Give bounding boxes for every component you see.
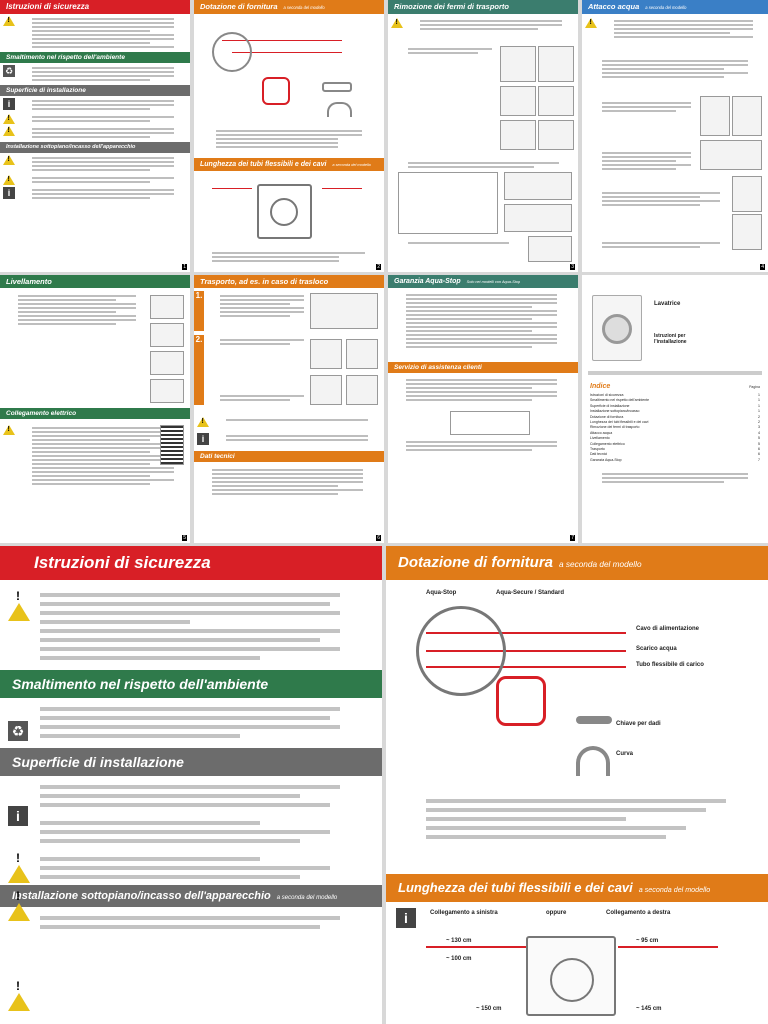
step-illustration — [538, 46, 574, 82]
warning-icon — [391, 18, 403, 28]
index-entry-page: 4 — [758, 430, 760, 435]
page-title: Trasporto, ad es. in caso di trasloco — [194, 275, 384, 288]
section-surface: Superficie di installazione — [0, 85, 190, 96]
index-entry-label: Rimozione dei fermi di trasporto — [590, 425, 640, 430]
info-icon: i — [396, 908, 416, 928]
step-illustration — [504, 204, 572, 232]
index-entry-label: Superficie di installazione — [590, 403, 630, 408]
page-title: Livellamento — [0, 275, 190, 288]
manual-page-5 — [0, 275, 190, 543]
leveling-illustration — [150, 379, 184, 403]
leveling-illustration — [150, 351, 184, 375]
index-entry-page: 5 — [758, 441, 760, 446]
warning-icon — [8, 848, 30, 883]
step-illustration — [538, 86, 574, 116]
manual-page-6 — [194, 275, 384, 543]
index-entry-page: 2 — [758, 420, 760, 425]
warning-icon — [3, 114, 15, 124]
index-entry-page: 6 — [758, 452, 760, 457]
washer-image — [592, 295, 642, 361]
label-cavo-alimentazione: Cavo di alimentazione — [636, 626, 700, 632]
transport-illustration — [346, 339, 378, 369]
zoom-title: Dotazione di fornitura a seconda del modello — [386, 546, 768, 580]
transport-illustration — [310, 375, 342, 405]
index-page-heading: Pagina — [749, 385, 760, 389]
transport-bolts-diagram — [398, 172, 498, 234]
leveling-illustration — [150, 295, 184, 319]
drain-illustration — [732, 214, 762, 250]
zoom-section-hoses: Lunghezza dei tubi flessibili e dei cavi a seconda del modello — [386, 874, 768, 902]
step-illustration — [538, 120, 574, 150]
cover-subtitle: Istruzioni per l'installazione — [654, 333, 687, 345]
zoom-section-install: Installazione sottopiano/incasso dell'apparecchio a seconda del modello — [0, 885, 382, 907]
page-title: Dotazione di fornitura a seconda del modello — [194, 0, 384, 14]
manual-page-7 — [388, 275, 578, 543]
tap-illustration — [732, 96, 762, 136]
index-entry-label: Livellamento — [590, 436, 610, 441]
recycle-icon: ♻ — [4, 65, 14, 76]
step-illustration — [500, 46, 536, 82]
section-install: Installazione sottopiano/incasso dell'apparecchio — [0, 142, 190, 153]
transport-illustration — [346, 375, 378, 405]
hose-length-diagram — [202, 176, 376, 246]
index-entry-label: Lunghezza dei tubi flessibili e dei cavi — [590, 420, 649, 425]
label-aqua-stop: Aqua-Stop — [426, 590, 457, 596]
index-entry-page: 2 — [758, 414, 760, 419]
leveling-illustration — [150, 323, 184, 347]
dimension-label: ~ 100 cm — [446, 956, 472, 962]
index-entry-label: Dotazione di fornitura — [590, 414, 624, 419]
label-left-connection: Collegamento a sinistra — [430, 910, 498, 916]
label-aqua-secure: Aqua-Secure / Standard — [496, 590, 565, 596]
index-entry-page: 3 — [758, 425, 760, 430]
dimension-label: ~ 145 cm — [636, 1006, 662, 1012]
wrench-icon — [576, 716, 612, 724]
rating-plate — [450, 411, 530, 435]
index-entry-label: Smaltimento nel rispetto dell'ambiente — [590, 398, 650, 403]
transport-illustration — [310, 339, 342, 369]
index-heading: Indice — [590, 383, 611, 390]
washer-diagram — [526, 936, 616, 1016]
manual-page-3 — [388, 0, 578, 272]
index-entry-label: Attacco acqua — [590, 430, 613, 435]
index-entry-page: 7 — [758, 457, 760, 462]
manual-page-1 — [0, 0, 190, 272]
dimension-label: ~ 95 cm — [636, 938, 659, 944]
label-scarico-acqua: Scarico acqua — [636, 646, 677, 652]
index-entry-page: 6 — [758, 447, 760, 452]
zoom-title: Istruzioni di sicurezza — [0, 546, 382, 580]
warning-icon — [8, 586, 30, 621]
index-entry-page: 1 — [758, 398, 760, 403]
manual-cover — [582, 275, 768, 543]
manual-page-4 — [582, 0, 768, 272]
page-number: 3 — [571, 264, 574, 270]
step-illustration — [500, 86, 536, 116]
warning-icon — [3, 175, 15, 185]
index-entry-page: 1 — [758, 393, 760, 397]
warning-icon — [3, 425, 15, 435]
zoom-section-surface: Superficie di installazione — [0, 748, 382, 776]
label-curva: Curva — [616, 751, 634, 757]
recycle-icon: ♻ — [8, 721, 28, 741]
section-electric: Collegamento elettrico — [0, 408, 190, 419]
info-icon: i — [3, 98, 15, 110]
hose-coil-illustration — [416, 606, 506, 696]
page-number: 1 — [183, 264, 186, 270]
plug-illustration — [160, 425, 184, 465]
page-number: 4 — [761, 264, 764, 270]
step-illustration — [504, 172, 572, 200]
page-title: Rimozione dei fermi di trasporto — [388, 0, 578, 14]
label-right-connection: Collegamento a destra — [606, 910, 671, 916]
warning-icon — [197, 417, 209, 427]
index-entry-page: 5 — [758, 436, 760, 441]
warning-icon — [8, 886, 30, 921]
zoom-page-supply — [386, 546, 768, 1024]
label-or: oppure — [546, 910, 567, 916]
zoom-section-env: Smaltimento nel rispetto dell'ambiente — [0, 670, 382, 698]
index-entry-page: 1 — [758, 409, 760, 414]
cover-title: Lavatrice — [654, 301, 681, 307]
page-number: 6 — [377, 535, 380, 541]
transport-illustration — [310, 293, 378, 329]
page-number: 5 — [183, 535, 186, 541]
page-title: Garanzia Aqua-Stop Solo nei modelli con Aqua-Stop — [388, 275, 578, 288]
page-number: 7 — [571, 535, 574, 541]
hose-bend-illustration — [576, 746, 610, 776]
info-icon: i — [3, 187, 15, 199]
page-title: Istruzioni di sicurezza — [0, 0, 190, 14]
manual-page-2 — [194, 0, 384, 272]
drain-illustration — [732, 176, 762, 212]
warning-icon — [3, 155, 15, 165]
hose-illustration — [700, 140, 762, 170]
label-chiave: Chiave per dadi — [616, 721, 661, 727]
step-number: 1. — [194, 291, 204, 331]
warning-icon — [8, 976, 30, 1011]
info-icon: i — [197, 433, 209, 445]
index-entry-label: Dati tecnici — [590, 452, 608, 457]
section-service: Servizio di assistenza clienti — [388, 362, 578, 373]
aqua-stop-valve-illustration — [496, 676, 546, 726]
dimension-label: ~ 130 cm — [446, 938, 472, 944]
index-entry-label: Garanzia Aqua-Stop — [590, 457, 622, 462]
section-env: Smaltimento nel rispetto dell'ambiente — [0, 52, 190, 63]
index-entry-page: 1 — [758, 403, 760, 408]
index-list — [590, 393, 760, 463]
label-tubo-carico: Tubo flessibile di carico — [636, 662, 704, 668]
index-entry-label: Collegamento elettrico — [590, 441, 625, 446]
section-tech: Dati tecnici — [194, 451, 384, 462]
page-number: 2 — [377, 264, 380, 270]
section-hoses: Lunghezza dei tubi flessibili e dei cavi a seconda del modello — [194, 158, 384, 171]
step-illustration — [528, 236, 572, 262]
step-number: 2. — [194, 335, 204, 405]
tap-illustration — [700, 96, 730, 136]
index-entry-label: Trasporto — [590, 447, 605, 452]
index-entry — [590, 458, 760, 463]
page-title: Attacco acqua a seconda del modello — [582, 0, 768, 14]
dimension-label: ~ 150 cm — [476, 1006, 502, 1012]
supply-illustration — [202, 22, 376, 122]
step-illustration — [500, 120, 536, 150]
zoom-page-safety — [0, 546, 382, 1024]
warning-icon — [3, 126, 15, 136]
index-entry-label: Installazione sottopiano/incasso — [590, 409, 640, 414]
index-entry-label: Istruzioni di sicurezza — [590, 393, 624, 397]
warning-icon — [3, 16, 15, 26]
warning-icon — [585, 18, 597, 28]
info-icon: i — [8, 806, 28, 826]
